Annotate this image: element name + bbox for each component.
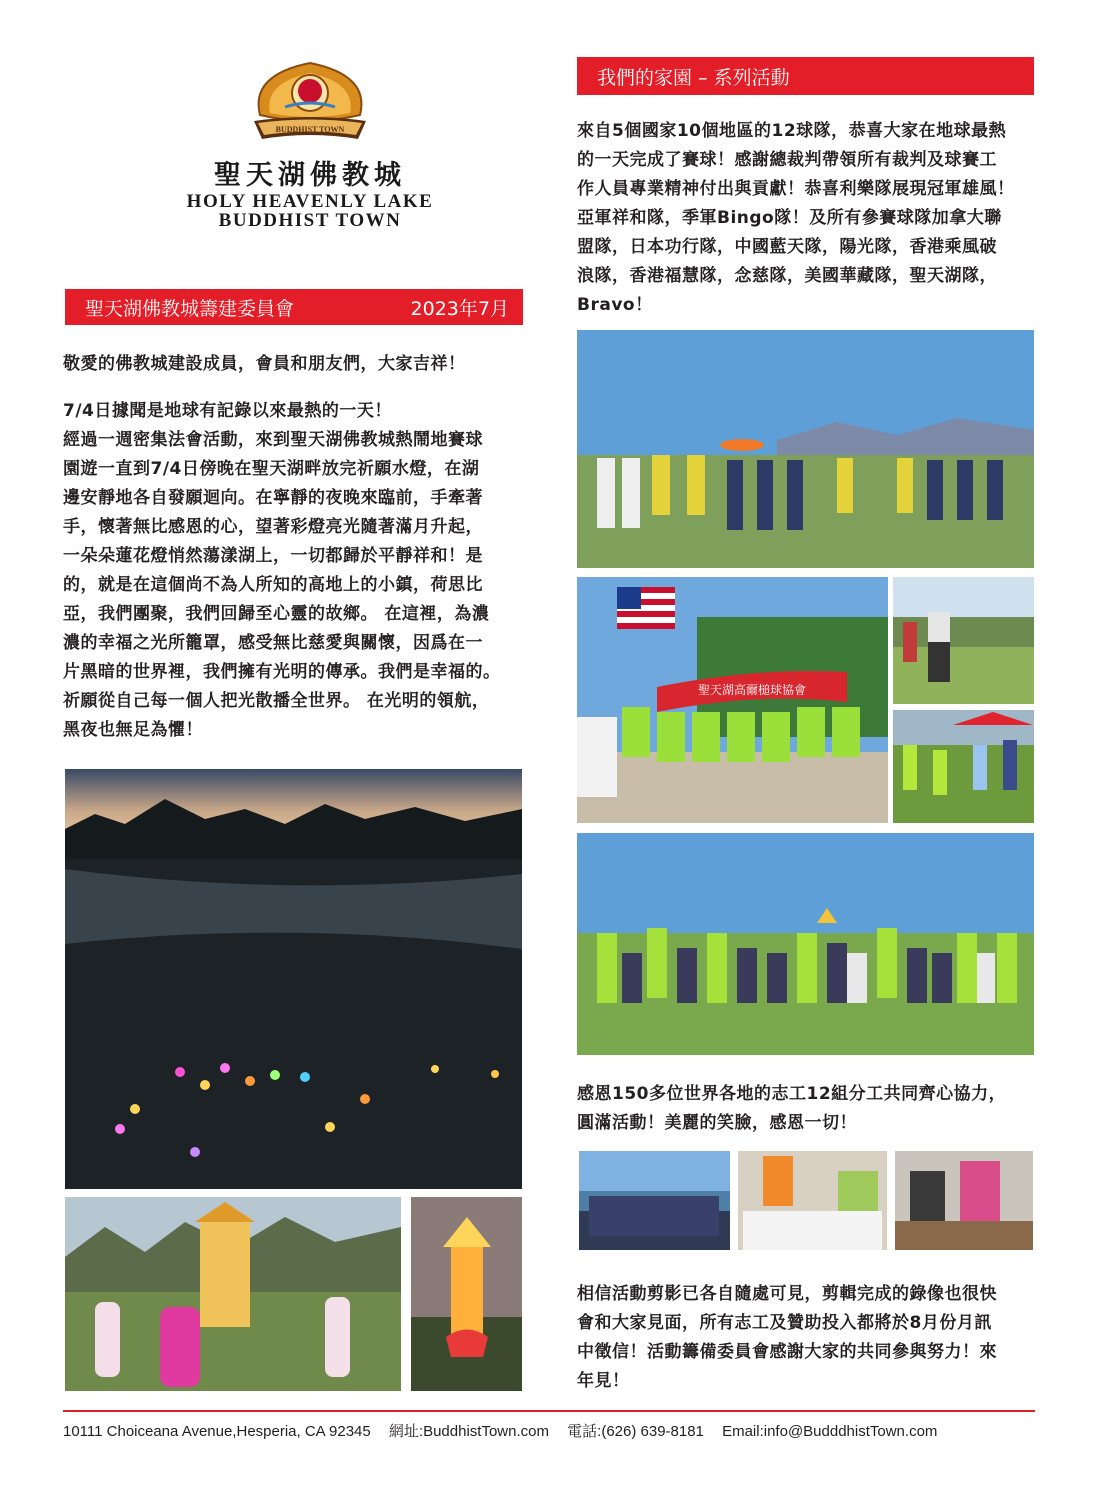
lake-lantern-photo: [65, 769, 522, 1189]
us-flag: [617, 587, 675, 629]
logo-english-line1: HOLY HEAVENLY LAKE: [186, 191, 434, 212]
group-photo: [577, 833, 1034, 1055]
left-article-line: 經過一週密集法會活動，來到聖天湖佛教城熱鬧地賽球: [63, 430, 483, 450]
left-article-line: 手，懷著無比感恩的心，望著彩燈亮光隨著滿月升起，: [63, 517, 483, 537]
volunteers-table-photo: [738, 1151, 887, 1250]
left-article-line: 祈願從自己每一個人把光散播全世界。 在光明的領航，: [63, 691, 490, 711]
footer-phone: 電話:(626) 639-8181: [567, 1423, 704, 1440]
left-article-line: 邊安靜地各自發願迴向。在寧靜的夜晚來臨前，手牽著: [63, 488, 483, 508]
series-title: 我們的家園 – 系列活動: [597, 66, 790, 89]
left-article: [63, 397, 533, 745]
volunteer-thanks-line: 感恩150多位世界各地的志工12組分工共同齊心協力，: [577, 1084, 1007, 1104]
left-article-line: 7/4日據聞是地球有記錄以來最熱的一天！: [63, 401, 392, 421]
closing-article-line: 會和大家見面，所有志工及贊助投入都將於8月份月訊: [577, 1313, 992, 1333]
ribbon-text: BUDDHIST TOWN: [275, 125, 345, 134]
logo: [180, 55, 440, 245]
left-article-line: 的，就是在這個尚不為人所知的高地上的小鎮，荷思比: [63, 575, 483, 595]
champion-team-photo: [577, 577, 888, 823]
closing-article: [577, 1280, 1047, 1396]
right-intro-line: 來自5個國家10個地區的12球隊，恭喜大家在地球最熱: [577, 121, 1007, 141]
left-article-line: 濃的幸福之光所籠罩，感受無比慈愛與關懷，因爲在一: [63, 633, 483, 653]
right-intro-line: 盟隊，日本功行隊，中國藍天隊，陽光隊，香港乘風破: [577, 237, 997, 257]
right-intro-line: 作人員專業精神付出與貢獻！恭喜利樂隊展現冠軍雄風！: [577, 179, 1015, 199]
left-header-bar: [65, 289, 523, 325]
footer-address: 10111 Choiceana Avenue,Hesperia, CA 92345: [63, 1423, 371, 1440]
left-article-line: 一朵朵蓮花燈悄然蕩漾湖上，一切都歸於平靜祥和！是: [63, 546, 483, 566]
volunteer-thanks-line: 圓滿活動！美麗的笑臉，感恩一切！: [577, 1113, 857, 1133]
volunteers-lake-photo: [579, 1151, 730, 1250]
footer: [63, 1420, 951, 1441]
volunteers-kitchen-photo: [895, 1151, 1033, 1250]
footer-website[interactable]: 網址:BuddhistTown.com: [388, 1423, 549, 1440]
right-intro-line: 的一天完成了賽球！感謝總裁判帶領所有裁判及球賽工: [577, 150, 997, 170]
referee-photo: [893, 577, 1034, 704]
left-article-line: 亞，我們團聚，我們回歸至心靈的故鄉。 在這裡，為濃: [63, 604, 490, 624]
footer-email[interactable]: Email:info@BudddhistTown.com: [722, 1423, 938, 1440]
players-photo: [893, 710, 1034, 823]
logo-english-line2: BUDDHIST TOWN: [218, 210, 402, 231]
volunteer-thanks: [577, 1080, 1047, 1138]
footer-divider: [63, 1410, 1035, 1412]
left-article-line: 黑夜也無足為懼！: [63, 720, 203, 740]
left-article-line: 園遊一直到7/4日傍晚在聖天湖畔放完祈願水燈，在湖: [63, 459, 480, 479]
right-header-bar: [577, 57, 1034, 95]
team-lineup-photo: [577, 330, 1034, 568]
closing-article-line: 年見！: [577, 1371, 630, 1391]
greeting: 敬愛的佛教城建設成員，會員和朋友們，大家吉祥！: [63, 354, 466, 374]
committee-title: 聖天湖佛教城籌建委員會: [85, 297, 295, 320]
pagoda-lantern-photo: [411, 1197, 522, 1391]
right-intro-line: Bravo！: [577, 295, 653, 315]
closing-article-line: 相信活動剪影已各自隨處可見，剪輯完成的錄像也很快: [577, 1284, 997, 1304]
right-intro-article: [577, 117, 1047, 320]
right-intro-line: 浪隊，香港福慧隊，念慈隊，美國華藏隊，聖天湖隊，: [577, 266, 997, 286]
logo-chinese-name: 聖天湖佛教城: [214, 160, 406, 191]
issue-date: 2023年7月: [410, 297, 509, 320]
closing-article-line: 中徵信！活動籌備委員會感謝大家的共同參與努力！來: [577, 1342, 997, 1362]
dance-performance-photo: [65, 1197, 401, 1391]
buddhist-town-emblem: [240, 55, 380, 147]
left-article-line: 片黑暗的世界裡，我們擁有光明的傳承。我們是幸福的。: [63, 662, 501, 682]
right-intro-line: 亞軍祥和隊，季軍Bingo隊！及所有參賽球隊加拿大聯: [577, 208, 1002, 228]
banner-text: 聖天湖高爾槌球協會: [697, 683, 807, 697]
